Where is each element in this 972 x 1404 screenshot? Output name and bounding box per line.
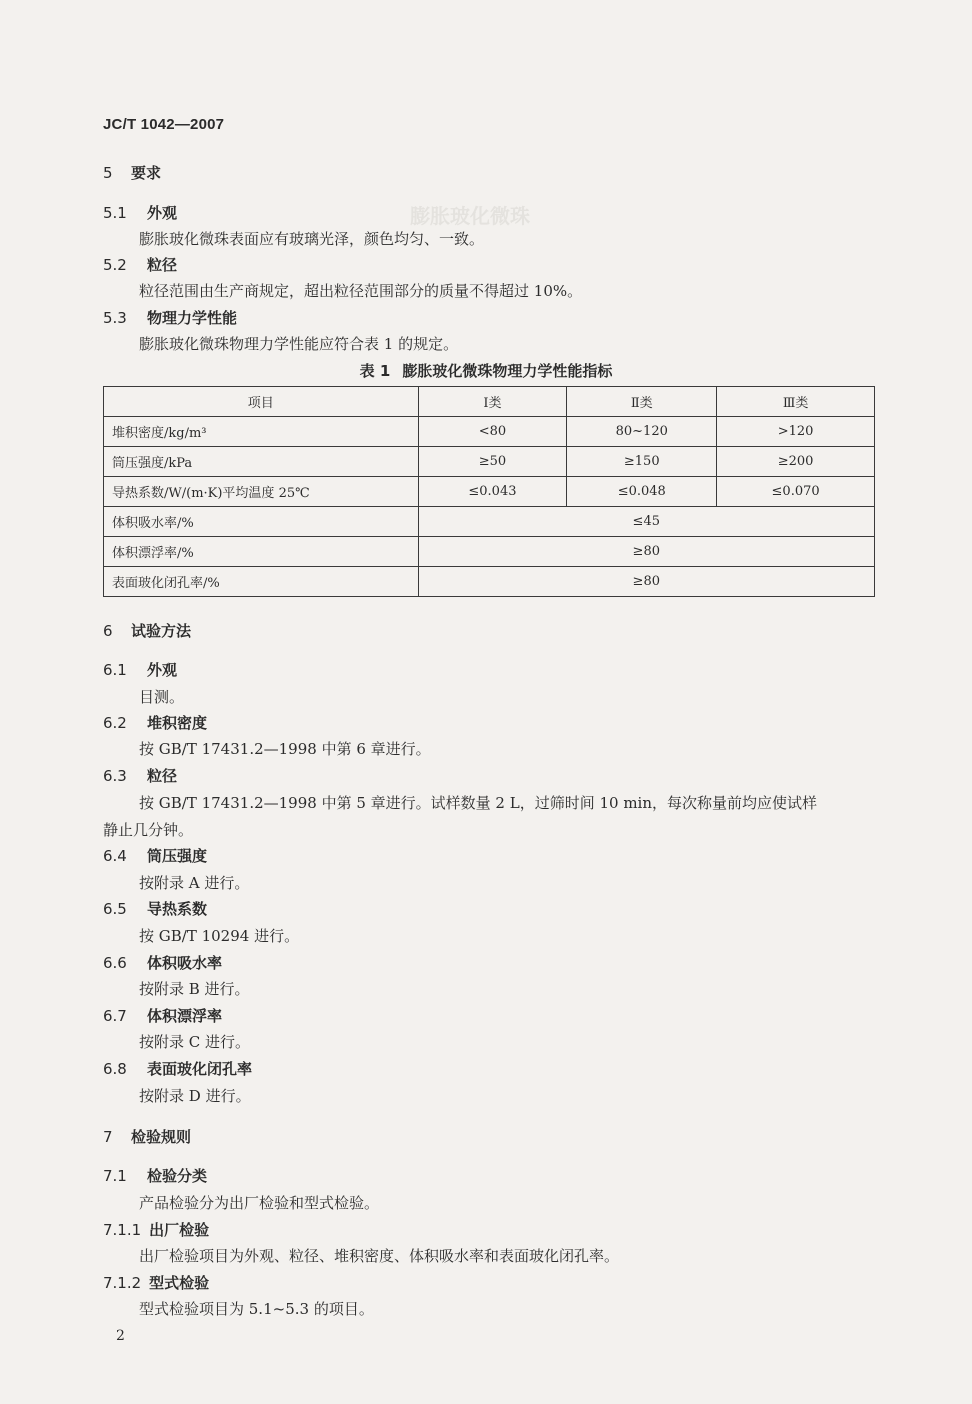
section-title: 物理力学性能 xyxy=(147,309,238,327)
table-cell: ≤0.043 xyxy=(418,477,567,507)
standard-code-header: JC/T 1042—2007 xyxy=(103,116,225,133)
table-cell: ≥80 xyxy=(418,537,874,567)
page-number: 2 xyxy=(116,1328,125,1344)
section-title: 筒压强度 xyxy=(147,847,208,865)
section-6-8-text: 按附录 D 进行。 xyxy=(139,1087,251,1105)
table-cell: 80~120 xyxy=(567,417,717,447)
table-cell: 筒压强度/kPa xyxy=(104,447,419,477)
section-5-2-heading xyxy=(103,255,177,275)
table-row xyxy=(104,447,875,477)
section-6-2-text: 按 GB/T 17431.2—1998 中第 6 章进行。 xyxy=(139,740,431,758)
table-cell: ≤0.048 xyxy=(567,477,717,507)
table-cell: 堆积密度/kg/m³ xyxy=(104,417,419,447)
section-number: 6.6 xyxy=(103,954,127,972)
table-cell: >120 xyxy=(717,417,875,447)
section-title: 导热系数 xyxy=(147,900,208,918)
table-cell: <80 xyxy=(418,417,567,447)
section-title: 试验方法 xyxy=(131,622,192,640)
section-5-3-text: 膨胀玻化微珠物理力学性能应符合表 1 的规定。 xyxy=(139,335,459,353)
table-cell: ≤0.070 xyxy=(717,477,875,507)
table-header-cell: Ⅱ类 xyxy=(567,387,717,417)
table-cell: 体积漂浮率/% xyxy=(104,537,419,567)
section-number: 6 xyxy=(103,622,113,640)
section-7-1-2-text: 型式检验项目为 5.1~5.3 的项目。 xyxy=(139,1300,374,1318)
section-5-3-heading xyxy=(103,308,237,328)
section-5-heading xyxy=(103,163,161,183)
table-header-cell: Ⅲ类 xyxy=(717,387,875,417)
table-row xyxy=(104,417,875,447)
section-number: 7 xyxy=(103,1128,113,1146)
section-number: 6.5 xyxy=(103,900,127,918)
section-7-1-heading xyxy=(103,1166,207,1186)
section-6-3-text: 按 GB/T 17431.2—1998 中第 5 章进行。试样数量 2 L，过筛时间 10 min，每次称量前均应使试样 xyxy=(139,794,817,812)
section-5-1-text: 膨胀玻化微珠表面应有玻璃光泽，颜色均匀、一致。 xyxy=(139,230,485,248)
table-row xyxy=(104,507,875,537)
table-cell: 体积吸水率/% xyxy=(104,507,419,537)
section-7-1-2-heading xyxy=(103,1273,209,1293)
section-6-4-heading xyxy=(103,846,207,866)
table-cell: 导热系数/W/(m·K)平均温度 25℃ xyxy=(104,477,419,507)
section-6-3-heading xyxy=(103,766,177,786)
section-title: 粒径 xyxy=(147,256,178,274)
section-6-8-heading xyxy=(103,1059,252,1079)
section-number: 7.1.2 xyxy=(103,1274,142,1292)
section-6-6-heading xyxy=(103,953,222,973)
section-6-4-text: 按附录 A 进行。 xyxy=(139,874,250,892)
section-6-3-text-continued: 静止几分钟。 xyxy=(103,821,194,839)
section-7-1-1-text: 出厂检验项目为外观、粒径、堆积密度、体积吸水率和表面玻化闭孔率。 xyxy=(139,1247,620,1265)
section-title: 型式检验 xyxy=(149,1274,210,1292)
table-header-cell: 项目 xyxy=(104,387,419,417)
section-number: 6.4 xyxy=(103,847,127,865)
section-number: 7.1.1 xyxy=(103,1221,142,1239)
table-cell: ≥80 xyxy=(418,567,874,597)
bleed-through-text: 膨胀玻化微珠 xyxy=(410,204,530,228)
table-row xyxy=(104,477,875,507)
section-number: 6.1 xyxy=(103,661,127,679)
table-caption-number: 表 1 xyxy=(359,362,391,380)
section-title: 要求 xyxy=(131,164,162,182)
section-6-heading xyxy=(103,621,191,641)
section-number: 5.1 xyxy=(103,204,127,222)
section-6-7-text: 按附录 C 进行。 xyxy=(139,1033,251,1051)
section-5-2-text: 粒径范围由生产商规定，超出粒径范围部分的质量不得超过 10%。 xyxy=(139,282,583,300)
table-cell: 表面玻化闭孔率/% xyxy=(104,567,419,597)
section-title: 外观 xyxy=(147,204,178,222)
section-title: 检验分类 xyxy=(147,1167,208,1185)
section-6-2-heading xyxy=(103,713,207,733)
section-7-1-1-heading xyxy=(103,1220,209,1240)
section-title: 表面玻化闭孔率 xyxy=(147,1060,253,1078)
table-row xyxy=(104,537,875,567)
table-cell: ≥200 xyxy=(717,447,875,477)
table-header-cell: Ⅰ类 xyxy=(418,387,567,417)
table-caption xyxy=(0,360,972,381)
section-number: 7.1 xyxy=(103,1167,127,1185)
section-title: 外观 xyxy=(147,661,178,679)
section-number: 6.7 xyxy=(103,1007,127,1025)
section-7-1-text: 产品检验分为出厂检验和型式检验。 xyxy=(139,1194,380,1212)
section-title: 堆积密度 xyxy=(147,714,208,732)
section-number: 6.8 xyxy=(103,1060,127,1078)
section-title: 体积吸水率 xyxy=(147,954,223,972)
properties-table xyxy=(103,386,875,597)
table-cell: ≥150 xyxy=(567,447,717,477)
section-number: 5 xyxy=(103,164,113,182)
section-6-1-heading xyxy=(103,660,177,680)
section-title: 检验规则 xyxy=(131,1128,192,1146)
section-6-7-heading xyxy=(103,1006,222,1026)
section-6-1-text: 目测。 xyxy=(139,688,185,706)
section-6-5-heading xyxy=(103,899,207,919)
section-title: 粒径 xyxy=(147,767,178,785)
section-6-5-text: 按 GB/T 10294 进行。 xyxy=(139,927,300,945)
table-header-row xyxy=(104,387,875,417)
section-title: 出厂检验 xyxy=(149,1221,210,1239)
section-number: 5.3 xyxy=(103,309,127,327)
section-number: 6.2 xyxy=(103,714,127,732)
table-caption-title: 膨胀玻化微珠物理力学性能指标 xyxy=(402,362,613,380)
section-7-heading xyxy=(103,1127,191,1147)
table-cell: ≤45 xyxy=(418,507,874,537)
section-title: 体积漂浮率 xyxy=(147,1007,223,1025)
table-cell: ≥50 xyxy=(418,447,567,477)
section-6-6-text: 按附录 B 进行。 xyxy=(139,980,250,998)
section-5-1-heading xyxy=(103,203,177,223)
table-row xyxy=(104,567,875,597)
section-number: 5.2 xyxy=(103,256,127,274)
section-number: 6.3 xyxy=(103,767,127,785)
